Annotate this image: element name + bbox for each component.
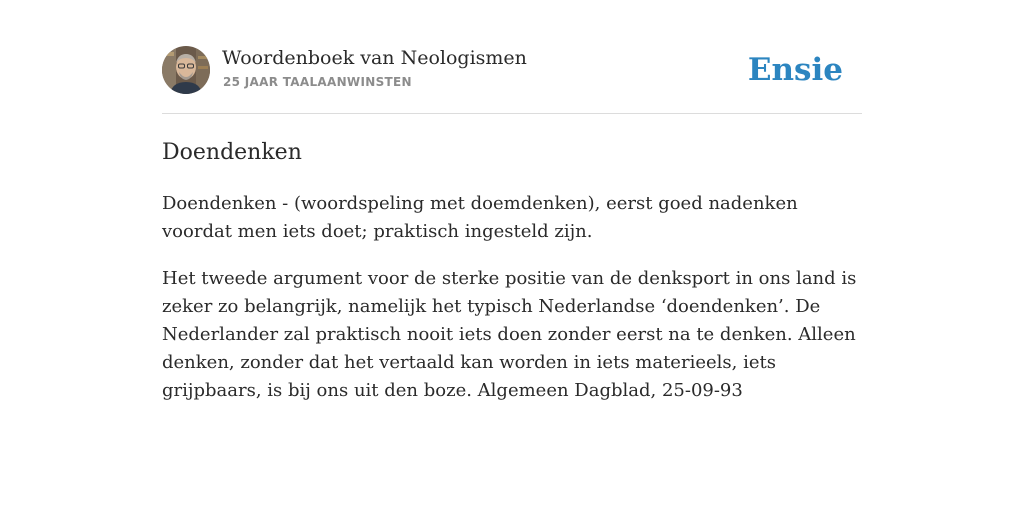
entry-header (162, 46, 862, 114)
entry-card (162, 46, 862, 405)
author-portrait-icon (162, 46, 210, 94)
author-name[interactable]: Woordenboek van Neologismen (222, 47, 527, 69)
entry-definition: Doendenken - (woordspeling met doemdenken), eerst goed nadenken voordat men iets doet; praktisch ingesteld zijn. (162, 193, 798, 242)
author-subtitle: 25 JAAR TAALAANWINSTEN (223, 75, 412, 89)
avatar[interactable] (162, 46, 210, 94)
entry-title: Doendenken (162, 140, 302, 165)
brand-logo[interactable]: Ensie (747, 52, 843, 88)
entry-quote: Het tweede argument voor de sterke positie van de denksport in ons land is zeker zo belangrijk, namelijk het typisch Nederlandse ‘doendenken’. De Nederlander zal praktisch nooit iets doen zonder eerst na te denken. Alleen denken, zonder dat het vertaald kan worden in iets materieels, iets grijpbaars, is bij ons uit den boze. Algemeen Dagblad, 25-09-93 (162, 268, 857, 401)
